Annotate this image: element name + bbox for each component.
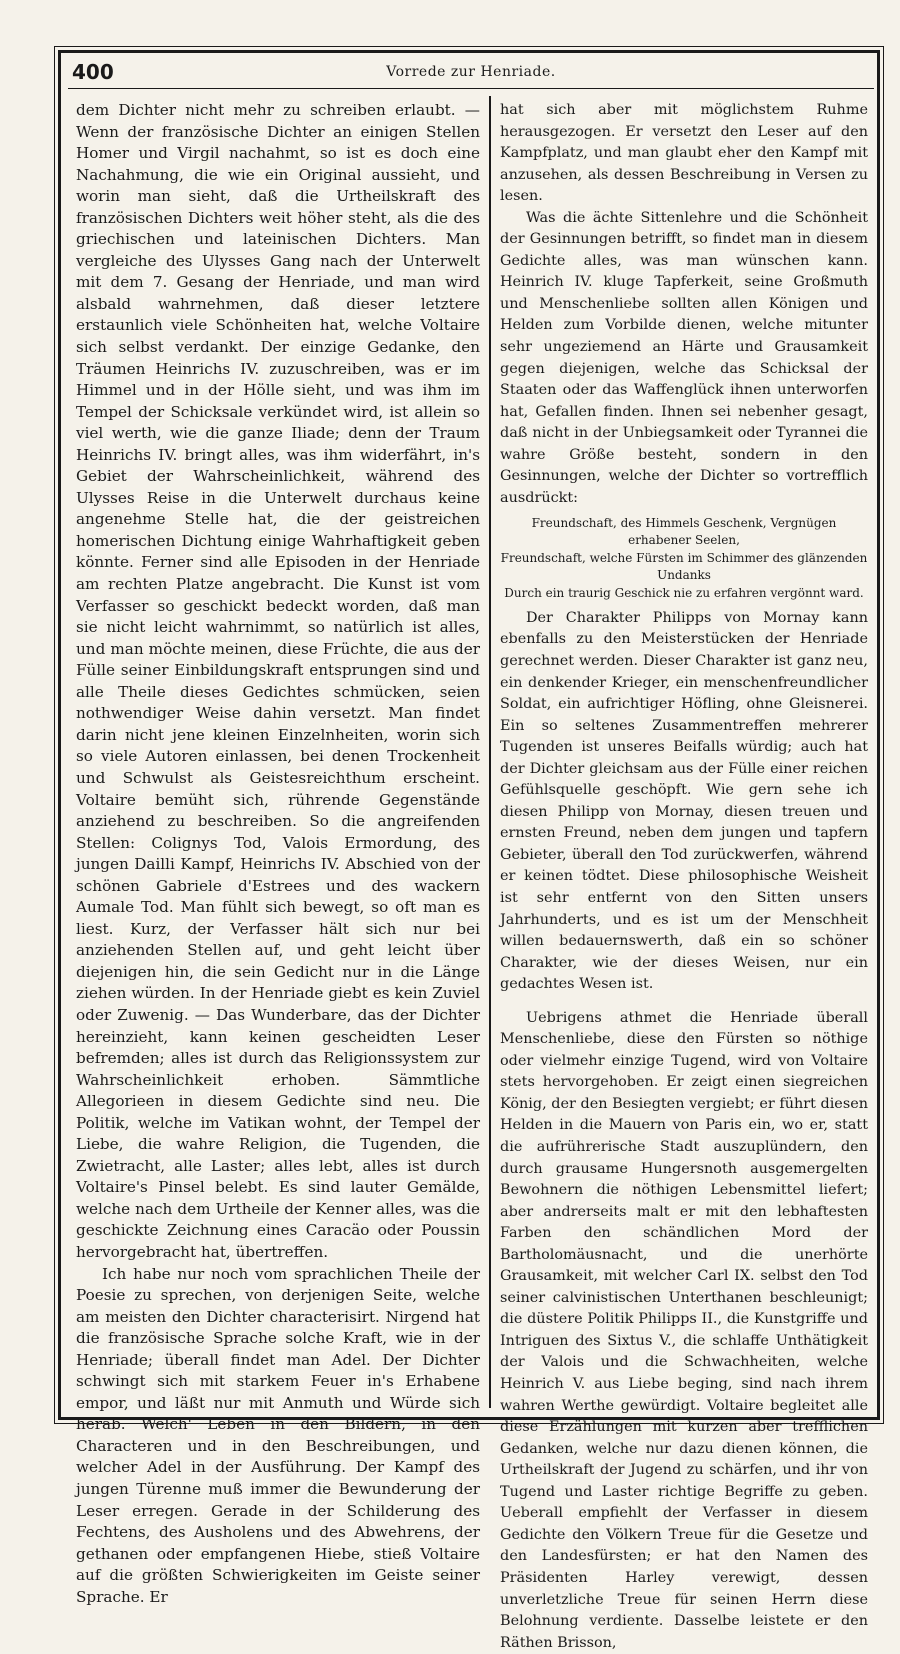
page-header xyxy=(68,58,874,89)
paragraph: dem Dichter nicht mehr zu schreiben erlaubt. — Wenn der französische Dichter an einigen Stellen Homer und Virgil nachahmt, so ist es doch eine Nachahmung, die wie ein Original aussieht, und worin man sieht, daß die Urtheilskraft des französischen Dichters weit höher steht, als die des griechischen und lateinischen Dichters. Man vergleiche des Ulysses Gang nach der Unterwelt mit dem 7. Gesang der Henriade, und man wird alsbald wahrnehmen, daß dieser letztere erstaunlich viele Schönheiten hat, welche Voltaire sich selbst verdankt. Der einzige Gedanke, den Träumen Heinrichs IV. zuzuschreiben, was er im Himmel und in der Hölle sieht, und was ihm im Tempel der Schicksale verkündet wird, ist allein so viel werth, wie die ganze Iliade; denn der Traum Heinrichs IV. bringt alles, was ihm widerfährt, in's Gebiet der Wahrscheinlichkeit, während des Ulysses Reise in die Unterwelt durchaus keine angenehme Stelle hat, die der geistreichen homerischen Dichtung einige Wahrhaftigkeit geben könnte. Ferner sind alle Episoden in der Henriade am rechten Platze angebracht. Die Kunst ist vom Verfasser so geschickt bedeckt worden, daß man sie nicht leicht wahrnimmt, so natürlich ist alles, und man möchte meinen, diese Früchte, die aus der Fülle seiner Einbildungskraft entsprungen sind und alle Theile dieses Gedichtes schmücken, seien nothwendiger Weise dahin versetzt. Man findet darin nicht jene kleinen Einzelnheiten, worin sich so viele Autoren einlassen, bei denen Trockenheit und Schwulst als Geistesreichthum erscheint. Voltaire bemüht sich, rührende Gegenstände anziehend zu beschreiben. So die angreifenden Stellen: Colignys Tod, Valois Ermordung, des jungen Dailli Kampf, Heinrichs IV. Abschied von der schönen Gabriele d'Estrees und des wackern Aumale Tod. Man fühlt sich bewegt, so oft man es liest. Kurz, der Verfasser hält sich nur bei anziehenden Stellen auf, und geht leicht über diejenigen hin, die sein Gedicht nur in die Länge ziehen würden. In der Henriade giebt es kein Zuviel oder Zuwenig. — Das Wunderbare, das der Dichter hereinzieht, kann keinen gescheidten Leser befremden; alles ist durch das Religionssystem zur Wahrscheinlichkeit erhoben. Sämmtliche Allegorieen in diesem Gedichte sind neu. Die Politik, welche im Vatikan wohnt, der Tempel der Liebe, die wahre Religion, die Tugenden, die Zwietracht, alle Laster; alles lebt, alles ist durch Voltaire's Pinsel belebt. Es sind lauter Gemälde, welche nach dem Urtheile der Kenner alles, was die geschickte Zeichnung eines Caracäo oder Poussin hervorgebracht hat, übertreffen. xyxy=(76,101,480,1261)
right-column xyxy=(500,100,868,1654)
page-number: 400 xyxy=(72,60,114,84)
running-title: Vorrede zur Henriade. xyxy=(386,64,556,80)
column-divider xyxy=(489,96,491,1408)
verse-line: Freundschaft, welche Fürsten im Schimmer des glänzenden Undanks xyxy=(500,551,868,582)
verse-line: Freundschaft, des Himmels Geschenk, Vergnügen erhabener Seelen, xyxy=(531,516,837,547)
verse-quote xyxy=(500,515,868,602)
paragraph-gap xyxy=(500,996,868,1008)
verse-line: Durch ein traurig Geschick nie zu erfahren vergönnt ward. xyxy=(504,586,864,601)
left-column xyxy=(76,100,480,1608)
paragraph: Was die ächte Sittenlehre und die Schönheit der Gesinnungen betrifft, so findet man in diesem Gedichte alles, was man wünschen kann. Heinrich IV. kluge Tapferkeit, seine Großmuth und Menschenliebe sollten allen Königen und Helden zum Vorbilde dienen, welche mitunter sehr ungeziemend an Härte und Grausamkeit gegen diejenigen, welche das Schicksal der Staaten oder das Waffenglück ihnen unterworfen hat, Gefallen finden. Ihnen sei nebenher gesagt, daß nicht in der Unbiegsamkeit oder Tyrannei die wahre Größe besteht, sondern in den Gesinnungen, welche der Dichter so vortrefflich ausdrückt: xyxy=(500,209,868,506)
paragraph: Uebrigens athmet die Henriade überall Menschenliebe, diese den Fürsten so nöthige oder vielmehr einzige Tugend, wird von Voltaire stets hervorgehoben. Er zeigt einen siegreichen König, der den Besiegten vergiebt; er führt diesen Helden in die Mauern von Paris ein, wo er, statt die aufrührerische Stadt auszuplündern, den durch grausame Hungersnoth ausgemergelten Bewohnern die nöthigen Lebensmittel liefert; aber andrerseits malt er mit den lebhaftesten Farben den schändlichen Mord der Bartholomäusnacht, und die unerhörte Grausamkeit, mit welcher Carl IX. selbst den Tod seiner calvinistischen Unterthanen beschleunigt; die düstere Politik Philipps II., die Kunstgriffe und Intriguen des Sixtus V., die schlaffe Unthätigkeit der Valois und die Schwachheiten, welche Heinrich V. aus Liebe beging, sind nach ihrem wahren Werthe gewürdigt. Voltaire begleitet alle diese Erzählungen mit kurzen aber trefflichen Gedanken, welche nur dazu dienen können, die Urtheilskraft der Jugend zu schärfen, und ihr von Tugend und Laster richtige Begriffe zu geben. Ueberall empfiehlt der Verfasser in diesem Gedichte den Völkern Treue für die Gesetze und den Landesfürsten; er hat den Namen des Präsidenten Harley verewigt, dessen unverletzliche Treue für seinen Herrn diese Belohnung verdiente. Dasselbe leistete er den Räthen Brisson, xyxy=(500,1009,868,1651)
paragraph: Ich habe nur noch vom sprachlichen Theile der Poesie zu sprechen, von derjenigen Seite, welche am meisten den Dichter characterisirt. Nirgend hat die französische Sprache solche Kraft, wie in der Henriade; überall findet man Adel. Der Dichter schwingt sich mit starkem Feuer in's Erhabene empor, und läßt nur mit Anmuth und Würde sich herab. Welch' Leben in den Bildern, in den Characteren und in den Beschreibungen, und welcher Adel in der Ausführung. Der Kampf des jungen Türenne muß immer die Bewunderung der Leser erregen. Gerade in der Schilderung des Fechtens, des Ausholens und des Abwehrens, der gethanen oder empfangenen Hiebe, stieß Voltaire auf die größten Schwierigkeiten im Geiste seiner Sprache. Er xyxy=(76,1264,480,1606)
paragraph: Der Charakter Philipps von Mornay kann ebenfalls zu den Meisterstücken der Henriade gerechnet werden. Dieser Charakter ist ganz neu, ein denkender Krieger, ein menschenfreundlicher Soldat, ein aufrichtiger Höfling, ohne Gleisnerei. Ein so seltenes Zusammentreffen mehrerer Tugenden ist unseres Beifalls würdig; auch hat der Dichter gleichsam aus der Fülle einer reichen Gefühlsquelle geschöpft. Wie gern sehe ich diesen Philipp von Mornay, diesen treuen und ernsten Freund, neben dem jungen und tapfern Gebieter, überall den Tod zurückwerfen, während er keinen tödtet. Diese philosophische Weisheit ist sehr entfernt von den Sitten unsers Jahrhunderts, und es ist um der Menschheit willen bedauernswerth, daß ein so schöner Charakter, wie der dieses Weisen, nur ein gedachtes Wesen ist. xyxy=(500,609,868,993)
paragraph: hat sich aber mit möglichstem Ruhme herausgezogen. Er versetzt den Leser auf den Kampfplatz, und man glaubt eher den Kampf mit anzusehen, als dessen Beschreibung in Versen zu lesen. xyxy=(500,102,868,205)
